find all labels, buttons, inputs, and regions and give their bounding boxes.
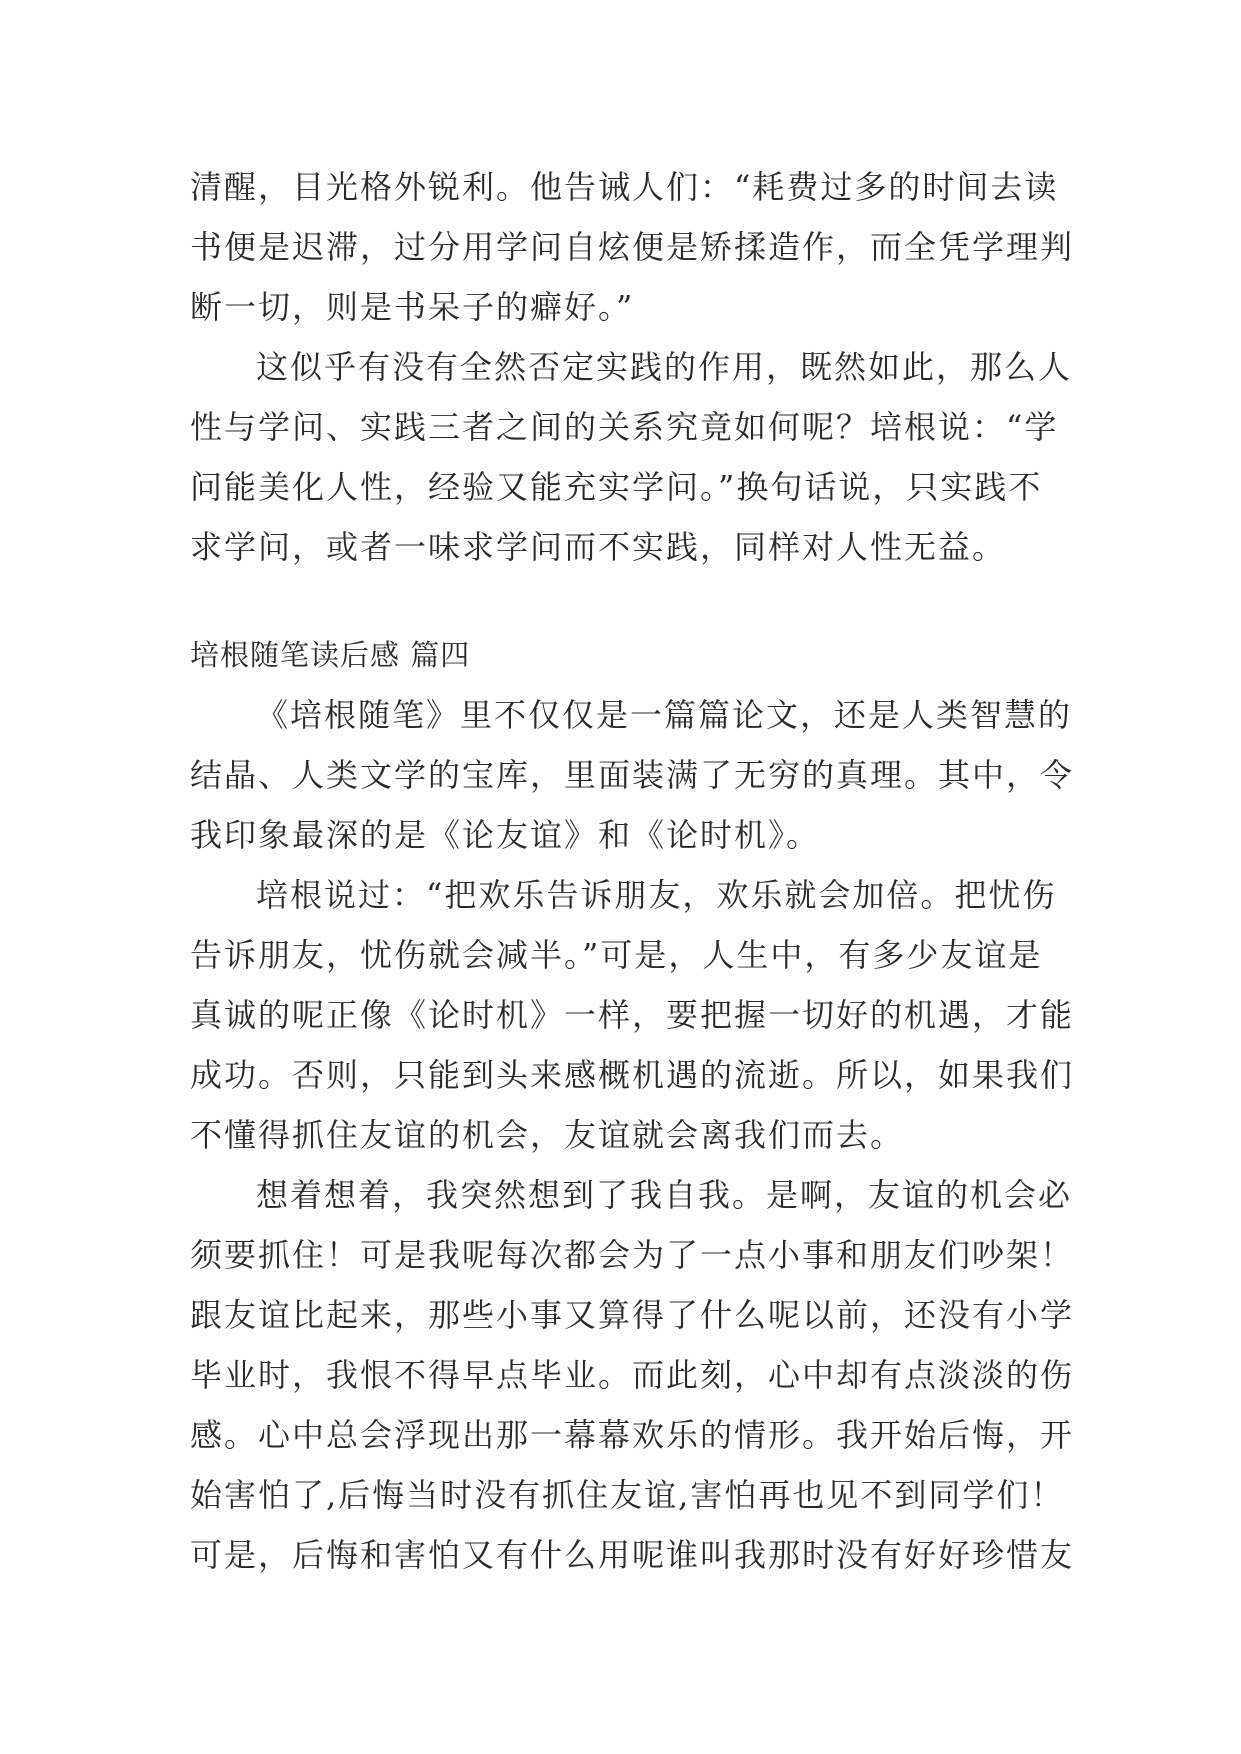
paragraph-line: 想着想着，我突然想到了我自我。是啊，友谊的机会必 [256,1176,1073,1214]
paragraph-line: 培根说过：“把欢乐告诉朋友，欢乐就会加倍。把忧伤 [256,876,1057,914]
paragraph-line: 求学问，或者一味求学问而不实践，同样对人性无益。 [190,528,1007,566]
paragraph-line: 跟友谊比起来，那些小事又算得了什么呢以前，还没有小学 [190,1296,1075,1334]
paragraph-line: 可是，后悔和害怕又有什么用呢谁叫我那时没有好好珍惜友 [190,1536,1075,1574]
paragraph-line: 毕业时，我恨不得早点毕业。而此刻，心中却有点淡淡的伤 [190,1356,1075,1394]
paragraph-line: 成功。否则，只能到头来感概机遇的流逝。所以，如果我们 [190,1056,1075,1094]
paragraph-line: 清醒，目光格外锐利。他告诫人们：“耗费过多的时间去读 [190,168,1059,206]
paragraph-2 [190,337,1073,577]
paragraph-line: 始害怕了,后悔当时没有抓住友谊,害怕再也见不到同学们！ [190,1476,1065,1514]
paragraph-line: 结晶、人类文学的宝库，里面装满了无穷的真理。其中，令 [190,756,1075,794]
paragraph-line: 感。心中总会浮现出那一幕幕欢乐的情形。我开始后悔，开 [190,1416,1075,1454]
section-heading-block [190,625,1070,685]
paragraph-line: 告诉朋友，忧伤就会减半。”可是，人生中，有多少友谊是 [190,936,1043,974]
paragraph-line: 断一切，则是书呆子的癖好。” [190,288,635,326]
paragraph-line: 《培根随笔》里不仅仅是一篇篇论文，还是人类智慧的 [256,696,1073,734]
section-heading: 培根随笔读后感 篇四 [190,638,471,672]
paragraph-3 [190,685,1075,865]
paragraph-5 [190,1165,1075,1585]
paragraph-line: 性与学问、实践三者之间的关系究竟如何呢？培根说：“学 [190,408,1059,446]
paragraph-line: 这似乎有没有全然否定实践的作用，既然如此，那么人 [256,348,1073,386]
paragraph-line: 书便是迟滞，过分用学问自炫便是矫揉造作，而全凭学理判 [190,228,1075,266]
paragraph-line: 须要抓住！可是我呢每次都会为了一点小事和朋友们吵架！ [190,1236,1075,1274]
paragraph-4 [190,865,1075,1165]
paragraph-line: 不懂得抓住友谊的机会，友谊就会离我们而去。 [190,1116,905,1154]
paragraph-line: 问能美化人性，经验又能充实学问。”换句话说，只实践不 [190,468,1043,506]
paragraph-line: 真诚的呢正像《论时机》一样，要把握一切好的机遇，才能 [190,996,1075,1034]
paragraph-1 [190,157,1075,337]
paragraph-line: 我印象最深的是《论友谊》和《论时机》。 [190,816,821,854]
